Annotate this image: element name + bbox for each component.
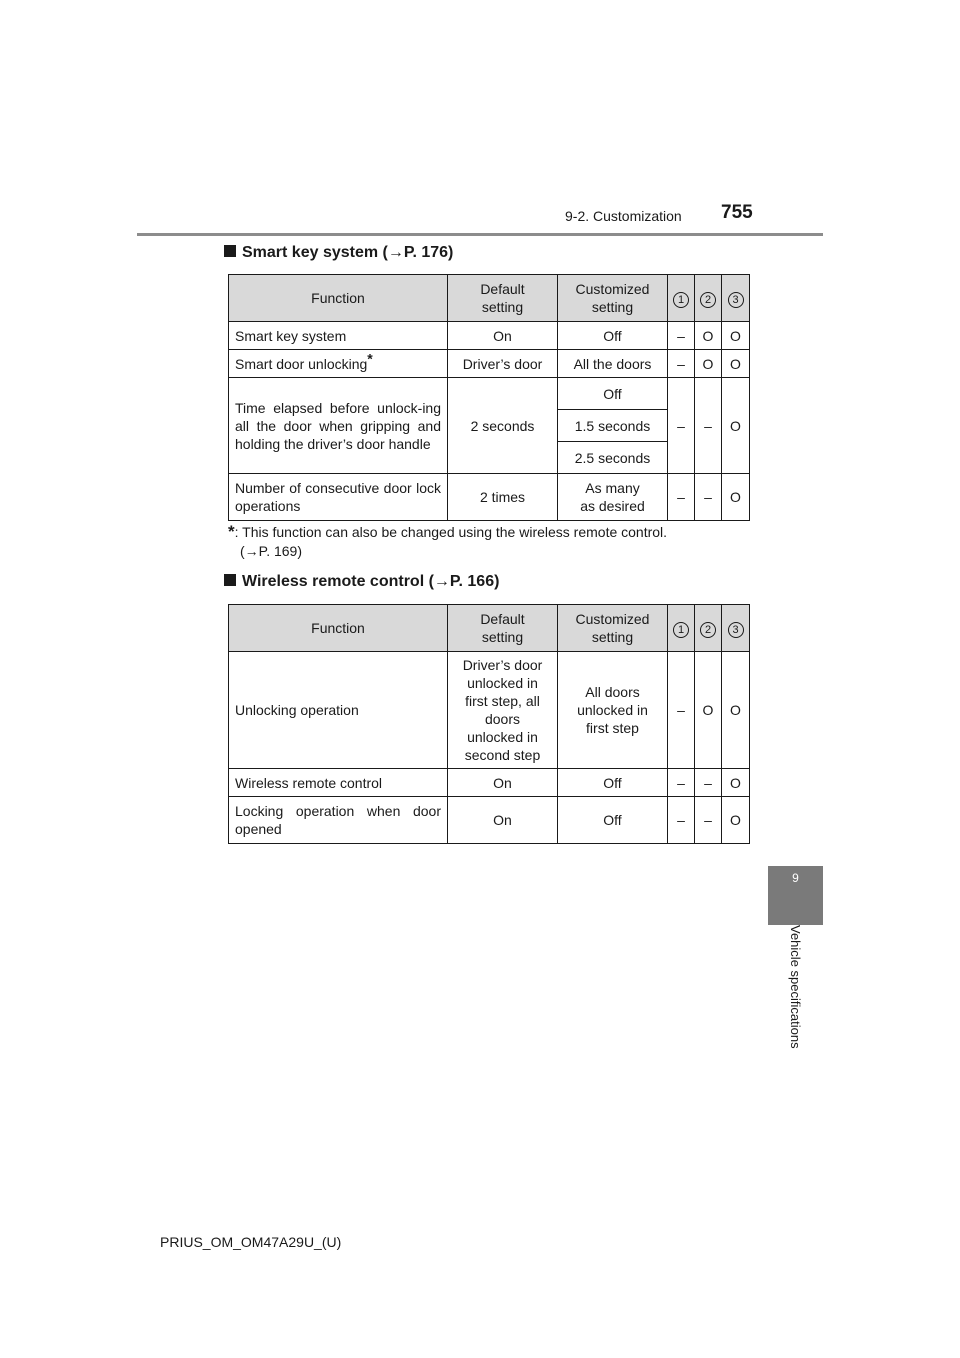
mark-3: O bbox=[722, 652, 750, 769]
circled-2-icon: 2 bbox=[700, 292, 716, 308]
header-rule bbox=[137, 233, 823, 236]
table-row bbox=[229, 322, 750, 350]
mark-3: O bbox=[722, 474, 750, 521]
header-section-title: 9-2. Customization bbox=[565, 208, 682, 224]
circled-3-icon: 3 bbox=[728, 292, 744, 308]
default-cell: 2 times bbox=[448, 474, 558, 521]
mark-1: – bbox=[668, 322, 695, 350]
wireless-table bbox=[228, 604, 750, 844]
customized-option: Off bbox=[558, 378, 668, 410]
table-row bbox=[229, 769, 750, 797]
customized-cell: As many as desired bbox=[558, 474, 668, 521]
mark-2: O bbox=[695, 322, 722, 350]
mark-3: O bbox=[722, 378, 750, 474]
circled-2-icon: 2 bbox=[700, 622, 716, 638]
col-customized: Customized setting bbox=[558, 605, 668, 652]
mark-1: – bbox=[668, 769, 695, 797]
mark-2: O bbox=[695, 350, 722, 378]
circled-1-icon: 1 bbox=[673, 292, 689, 308]
mark-1: – bbox=[668, 797, 695, 844]
chapter-label: Vehicle specifications bbox=[788, 925, 803, 1049]
wireless-heading-text: Wireless remote control (→P. 166) bbox=[242, 573, 500, 590]
mark-1: – bbox=[668, 652, 695, 769]
customized-option: 2.5 seconds bbox=[558, 442, 668, 474]
chapter-tab: 9 bbox=[768, 866, 823, 925]
mark-1: – bbox=[668, 378, 695, 474]
col-2 bbox=[695, 605, 722, 652]
function-cell: Time elapsed before unlock-ing all the door when gripping and holding the driver’s door handle bbox=[229, 378, 448, 474]
function-text: Smart door unlocking bbox=[235, 355, 368, 372]
mark-3: O bbox=[722, 769, 750, 797]
footnote-ref: (→P. 169) bbox=[240, 543, 302, 559]
mark-2: – bbox=[695, 797, 722, 844]
mark-2: – bbox=[695, 769, 722, 797]
default-cell: On bbox=[448, 769, 558, 797]
col-function: Function bbox=[229, 605, 448, 652]
function-cell: Number of consecutive door lock operations bbox=[229, 474, 448, 521]
circled-3-icon: 3 bbox=[728, 622, 744, 638]
col-1 bbox=[668, 605, 695, 652]
table-row bbox=[229, 350, 750, 378]
footnote-marker: * bbox=[367, 349, 373, 366]
footer-code: PRIUS_OM_OM47A29U_(U) bbox=[160, 1234, 342, 1250]
footnote-text: : This function can also be changed using the wireless remote control. bbox=[234, 524, 668, 540]
function-cell bbox=[229, 350, 448, 378]
smart-key-table bbox=[228, 274, 750, 521]
square-bullet-icon bbox=[224, 574, 236, 586]
customized-cell: Off bbox=[558, 769, 668, 797]
function-cell: Smart key system bbox=[229, 322, 448, 350]
col-2 bbox=[695, 275, 722, 322]
default-cell: Driver’s door bbox=[448, 350, 558, 378]
default-cell: Driver’s door unlocked in first step, all doors unlocked in second step bbox=[448, 652, 558, 769]
customized-cell: All doors unlocked in first step bbox=[558, 652, 668, 769]
table-row bbox=[229, 797, 750, 844]
col-customized: Customized setting bbox=[558, 275, 668, 322]
mark-2: O bbox=[695, 652, 722, 769]
mark-1: – bbox=[668, 350, 695, 378]
col-default: Default setting bbox=[448, 605, 558, 652]
default-cell: On bbox=[448, 797, 558, 844]
col-function: Function bbox=[229, 275, 448, 322]
customized-cell: Off bbox=[558, 797, 668, 844]
customized-cell: Off bbox=[558, 322, 668, 350]
table-row bbox=[229, 378, 750, 410]
mark-2: – bbox=[695, 474, 722, 521]
function-cell: Locking operation when door opened bbox=[229, 797, 448, 844]
mark-1: – bbox=[668, 474, 695, 521]
col-3 bbox=[722, 275, 750, 322]
customized-option: 1.5 seconds bbox=[558, 410, 668, 442]
function-cell: Unlocking operation bbox=[229, 652, 448, 769]
table-header-row bbox=[229, 275, 750, 322]
square-bullet-icon bbox=[224, 245, 236, 257]
footnote-star: * bbox=[228, 522, 235, 541]
table-row bbox=[229, 474, 750, 521]
smart-key-heading-text: Smart key system (→P. 176) bbox=[242, 244, 454, 261]
footnote bbox=[228, 522, 667, 561]
page-number: 755 bbox=[721, 202, 753, 223]
circled-1-icon: 1 bbox=[673, 622, 689, 638]
default-cell: On bbox=[448, 322, 558, 350]
mark-3: O bbox=[722, 350, 750, 378]
table-header-row bbox=[229, 605, 750, 652]
wireless-heading bbox=[224, 573, 499, 591]
mark-3: O bbox=[722, 797, 750, 844]
customized-cell: All the doors bbox=[558, 350, 668, 378]
table-row bbox=[229, 652, 750, 769]
default-cell: 2 seconds bbox=[448, 378, 558, 474]
mark-2: – bbox=[695, 378, 722, 474]
col-3 bbox=[722, 605, 750, 652]
col-1 bbox=[668, 275, 695, 322]
function-cell: Wireless remote control bbox=[229, 769, 448, 797]
col-default: Default setting bbox=[448, 275, 558, 322]
smart-key-heading bbox=[224, 244, 453, 262]
mark-3: O bbox=[722, 322, 750, 350]
